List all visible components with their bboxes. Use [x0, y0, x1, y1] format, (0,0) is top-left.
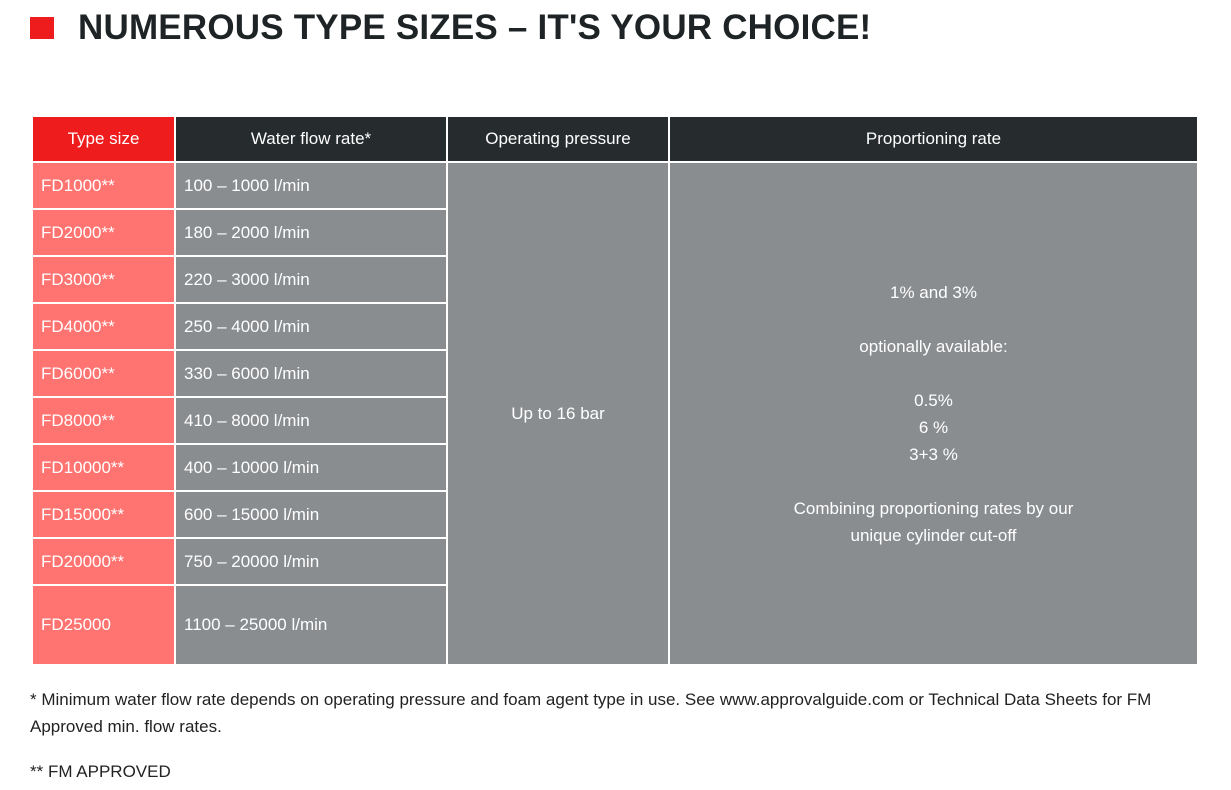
red-square-icon: [30, 17, 54, 39]
type-size-cell: FD4000**: [32, 303, 175, 350]
type-size-cell: FD20000**: [32, 538, 175, 585]
page-title: NUMEROUS TYPE SIZES – IT'S YOUR CHOICE!: [78, 8, 872, 47]
type-size-cell: FD8000**: [32, 397, 175, 444]
header-operating-pressure: Operating pressure: [447, 116, 669, 162]
flow-rate-cell: 600 – 15000 l/min: [175, 491, 447, 538]
proportioning-option: 3+3 %: [909, 444, 958, 464]
header-type-size: Type size: [32, 116, 175, 162]
table-header-row: [32, 116, 1198, 162]
type-size-cell: FD1000**: [32, 162, 175, 209]
flow-rate-cell: 220 – 3000 l/min: [175, 256, 447, 303]
type-size-cell: FD10000**: [32, 444, 175, 491]
flow-rate-cell: 250 – 4000 l/min: [175, 303, 447, 350]
flow-rate-cell: 400 – 10000 l/min: [175, 444, 447, 491]
type-size-cell: FD6000**: [32, 350, 175, 397]
flow-rate-cell: 1100 – 25000 l/min: [175, 585, 447, 665]
type-size-table: [31, 115, 1199, 666]
flow-rate-cell: 100 – 1000 l/min: [175, 162, 447, 209]
proportioning-rate-cell: [669, 162, 1198, 665]
section-heading: [30, 8, 871, 48]
header-proportioning-rate: Proportioning rate: [669, 116, 1198, 162]
flow-rate-cell: 330 – 6000 l/min: [175, 350, 447, 397]
type-size-cell: FD25000: [32, 585, 175, 665]
proportioning-note: Combining proportioning rates by our: [793, 498, 1074, 518]
fm-approved-note: ** FM APPROVED: [30, 762, 171, 781]
proportioning-optional-label: optionally available:: [859, 336, 1008, 356]
type-size-cell: FD15000**: [32, 491, 175, 538]
flow-rate-cell: 410 – 8000 l/min: [175, 397, 447, 444]
operating-pressure-cell: Up to 16 bar: [447, 162, 669, 665]
flow-rate-cell: 180 – 2000 l/min: [175, 209, 447, 256]
proportioning-option: 6 %: [918, 417, 949, 437]
proportioning-main: 1% and 3%: [890, 282, 977, 302]
header-water-flow-rate: Water flow rate*: [175, 116, 447, 162]
proportioning-option: 0.5%: [914, 390, 953, 410]
flow-rate-footnote: * Minimum water flow rate depends on operating pressure and foam agent type in use. See www.approvalguide.com or Technical Data Sheets for FM Approved min. flow rates.: [30, 690, 1152, 736]
proportioning-note: unique cylinder cut-off: [850, 525, 1017, 545]
table-row: [32, 162, 1198, 209]
footnotes: [30, 686, 1215, 785]
type-size-cell: FD2000**: [32, 209, 175, 256]
type-size-cell: FD3000**: [32, 256, 175, 303]
flow-rate-cell: 750 – 20000 l/min: [175, 538, 447, 585]
